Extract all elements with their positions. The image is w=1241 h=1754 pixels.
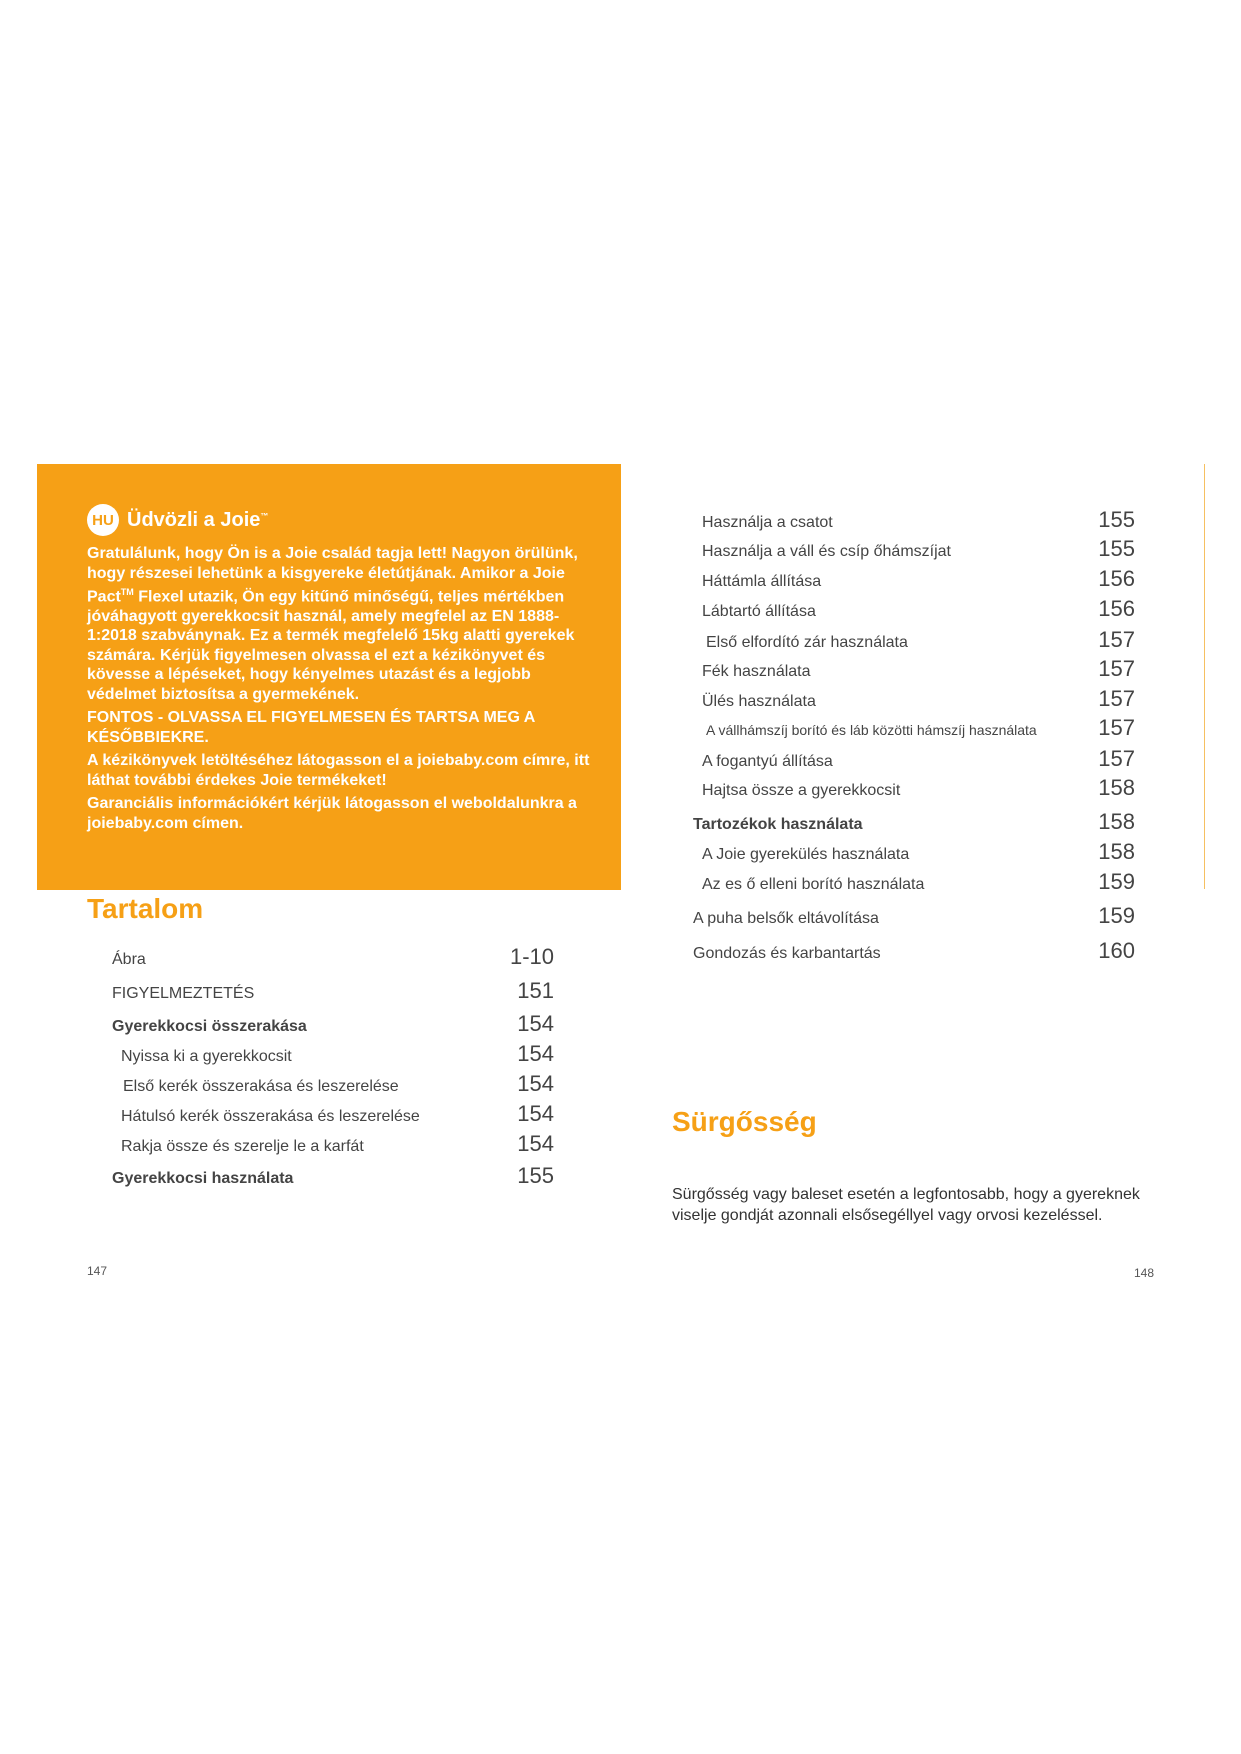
important-notice: FONTOS - OLVASSA EL FIGYELMESEN ÉS TARTSA MEG A KÉSŐBBIEKRE.	[87, 709, 535, 746]
toc-row[interactable]: Ábra 1-10	[112, 944, 554, 969]
toc-row[interactable]: Ülés használata 157	[702, 686, 1135, 711]
toc-row[interactable]: Lábtartó állítása 156	[702, 596, 1135, 621]
language-badge: HU	[87, 504, 119, 536]
toc-row[interactable]: Gondozás és karbantartás 160	[693, 938, 1135, 963]
toc-row[interactable]: Nyissa ki a gyerekkocsit 154	[121, 1041, 554, 1066]
toc-row[interactable]: Első kerék összerakása és leszerelése 154	[123, 1071, 554, 1096]
page-number-right: 148	[1134, 1266, 1155, 1280]
toc-row[interactable]: Első elfordító zár használata 157	[706, 627, 1135, 652]
emergency-heading: Sürgősség	[672, 1106, 817, 1137]
toc-row[interactable]: Gyerekkocsi használata 155	[112, 1163, 554, 1188]
toc-row[interactable]: Rakja össze és szerelje le a karfát 154	[121, 1131, 554, 1156]
warranty-info: Garanciális információkért kérjük látogasson el weboldalunkra a joiebaby.com címen.	[87, 795, 577, 832]
welcome-intro: Gratulálunk, hogy Ön is a Joie család tagja lett! Nagyon örülünk, hogy részesei lehetünk a kisgyereke életútjának. Amikor a Joie Pact™ Flexel utazik, Ön egy kitűnő minőségű, teljes mértékben jóváhagyott gyerekkocsit használ, amely megfelel az EN 1888-1:2018 szabványnak. Ez a termék megfelelő 15kg alatti gyerekek számára. Kérjük figyelmesen olvassa el ezt a kézikönyvet és kövesse a lépéseket, hogy kényelmes utazást és a legjobb védelmet biztosítsa a gyermekének.	[87, 545, 578, 703]
toc-row[interactable]: Hátulsó kerék összerakása és leszerelése 154	[121, 1101, 554, 1126]
toc-row[interactable]: Gyerekkocsi összerakása 154	[112, 1011, 554, 1036]
toc-row[interactable]: Fék használata 157	[702, 656, 1135, 681]
toc-row[interactable]: Hajtsa össze a gyerekkocsit 158	[702, 775, 1135, 800]
toc-row[interactable]: A fogantyú állítása 157	[702, 746, 1135, 771]
toc-row[interactable]: A Joie gyerekülés használata 158	[702, 839, 1135, 864]
toc-row[interactable]: FIGYELMEZTETÉS 151	[112, 978, 554, 1003]
toc-row[interactable]: Használja a váll és csíp őhámszíjat 155	[702, 536, 1135, 561]
welcome-title: Üdvözli a Joie™	[127, 508, 269, 531]
page-number-left: 147	[87, 1264, 108, 1278]
toc-row[interactable]: A vállhámszíj borító és láb közötti hámszíj használata 157	[706, 715, 1135, 740]
toc-row[interactable]: Tartozékok használata 158	[693, 809, 1135, 834]
toc-row[interactable]: Használja a csatot 155	[702, 507, 1135, 532]
toc-heading: Tartalom	[87, 893, 204, 924]
toc-row[interactable]: Háttámla állítása 156	[702, 566, 1135, 591]
toc-row[interactable]: Az es ő elleni borító használata 159	[702, 869, 1135, 894]
download-info: A kézikönyvek letöltéséhez látogasson el a joiebaby.com címre, itt láthat további érdekes Joie termékeket!	[87, 752, 590, 789]
welcome-header	[87, 504, 591, 536]
emergency-text: Sürgősség vagy baleset esetén a legfontosabb, hogy a gyereknek viselje gondját azonnali elsősegéllyel vagy orvosi kezeléssel.	[672, 1186, 1140, 1224]
toc-row[interactable]: A puha belsők eltávolítása 159	[693, 903, 1135, 928]
right-divider	[1204, 464, 1205, 889]
welcome-panel	[37, 464, 621, 890]
